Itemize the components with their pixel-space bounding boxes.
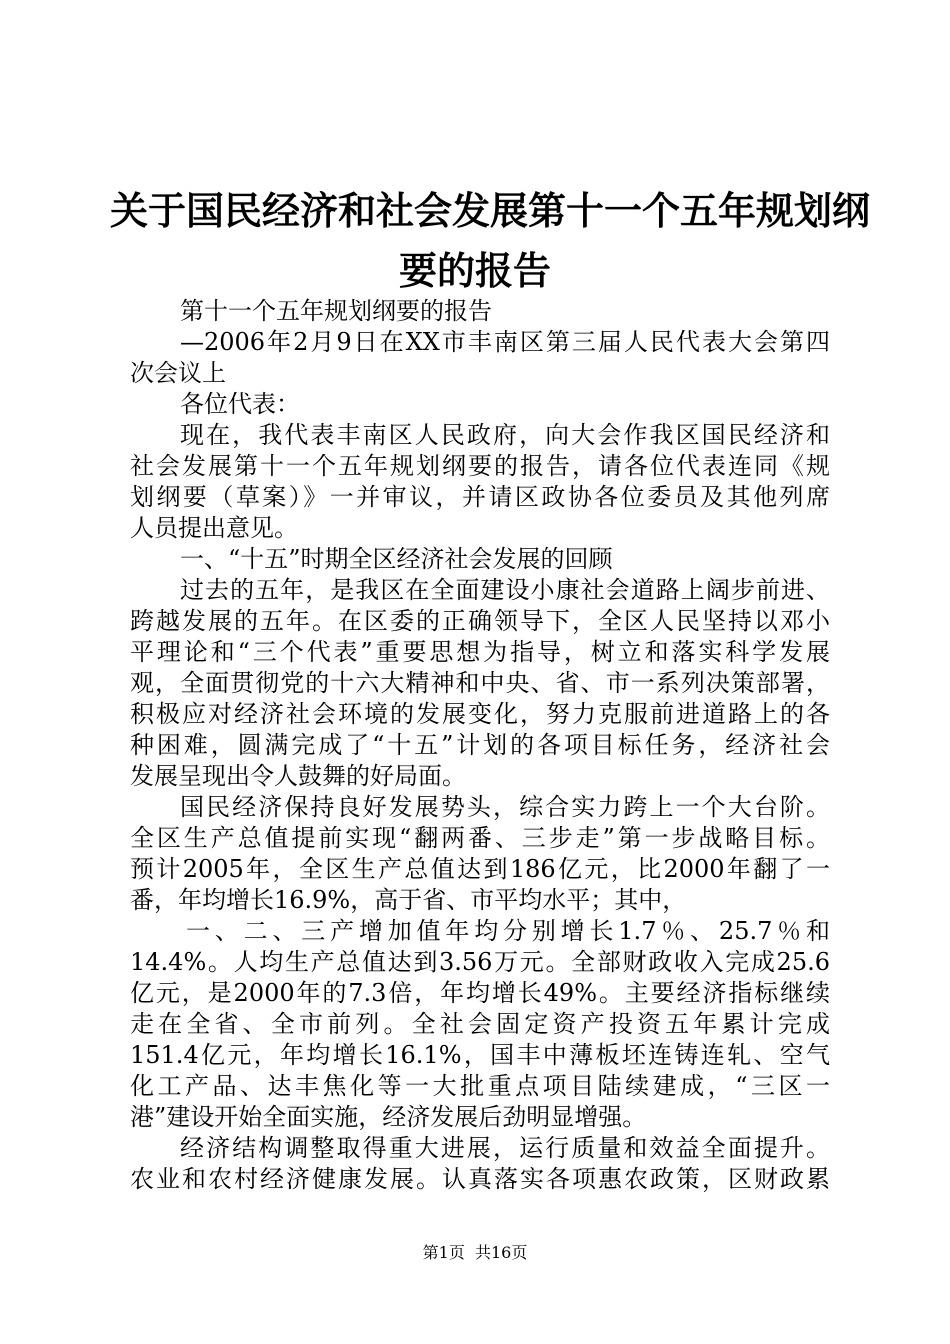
paragraph-line: 亿元，是2000年的7.3倍，年均增长49%。主要经济指标继续: [130, 979, 830, 1007]
paragraph-line: 预计2005年，全区生产总值达到186亿元，比2000年翻了一: [130, 855, 830, 883]
document-title-line-2: 要的报告: [398, 249, 551, 293]
paragraph-line: 跨越发展的五年。在区委的正确领导下，全区人民坚持以邓小: [130, 607, 830, 635]
page-number-footer: 第1页 共16页: [422, 1243, 528, 1262]
paragraph-line: 经济结构调整取得重大进展，运行质量和效益全面提升。: [180, 1134, 830, 1162]
subtitle-line: 第十一个五年规划纲要的报告: [180, 297, 492, 325]
paragraph-line: 种困难，圆满完成了“十五”计划的各项目标任务，经济社会: [130, 731, 830, 759]
paragraph-line: 走在全省、全市前列。全社会固定资产投资五年累计完成: [130, 1010, 830, 1038]
paragraph-line: 农业和农村经济健康发展。认真落实各项惠农政策，区财政累: [130, 1165, 830, 1193]
paragraph-line: 港”建设开始全面实施，经济发展后劲明显增强。: [130, 1103, 647, 1131]
date-line: —2006年2月9日在XX市丰南区第三届人民代表大会第四: [180, 328, 830, 356]
paragraph-line: 国民经济保持良好发展势头，综合实力跨上一个大台阶。: [180, 793, 830, 821]
paragraph-line: 平理论和“三个代表”重要思想为指导，树立和落实科学发展: [130, 638, 830, 666]
paragraph-line: 151.4亿元，年均增长16.1%，国丰中薄板坯连铸连轧、空气: [130, 1041, 830, 1069]
date-line-cont: 次会议上: [130, 359, 226, 387]
paragraph-line: 人员提出意见。: [130, 514, 298, 542]
paragraph-line: 社会发展第十一个五年规划纲要的报告，请各位代表连同《规: [130, 452, 830, 480]
paragraph-line: 划纲要（草案）》一并审议，并请区政协各位委员及其他列席: [130, 483, 830, 511]
paragraph-line: 观，全面贯彻党的十六大精神和中央、省、市一系列决策部署，: [130, 669, 830, 697]
paragraph-line: 一、二、三产增加值年均分别增长1.7％、25.7％和: [186, 917, 830, 945]
paragraph-line: 过去的五年，是我区在全面建设小康社会道路上阔步前进、: [180, 576, 830, 604]
salutation: 各位代表：: [180, 390, 300, 418]
paragraph-line: 14.4%。人均生产总值达到3.56万元。全部财政收入完成25.6: [130, 948, 830, 976]
section-heading: 一、“十五”时期全区经济社会发展的回顾: [180, 545, 613, 573]
paragraph-line: 番，年均增长16.9%，高于省、市平均水平；其中，: [130, 886, 687, 914]
document-title-line-1: 关于国民经济和社会发展第十一个五年规划纲: [110, 189, 871, 233]
paragraph-line: 化工产品、达丰焦化等一大批重点项目陆续建成，“三区一: [130, 1072, 830, 1100]
paragraph-line: 全区生产总值提前实现“翻两番、三步走”第一步战略目标。: [130, 824, 830, 852]
document-body: [130, 296, 830, 1195]
paragraph-line: 积极应对经济社会环境的发展变化，努力克服前进道路上的各: [130, 700, 830, 728]
paragraph-line: 现在，我代表丰南区人民政府，向大会作我区国民经济和: [180, 421, 830, 449]
paragraph-line: 发展呈现出令人鼓舞的好局面。: [130, 762, 466, 790]
